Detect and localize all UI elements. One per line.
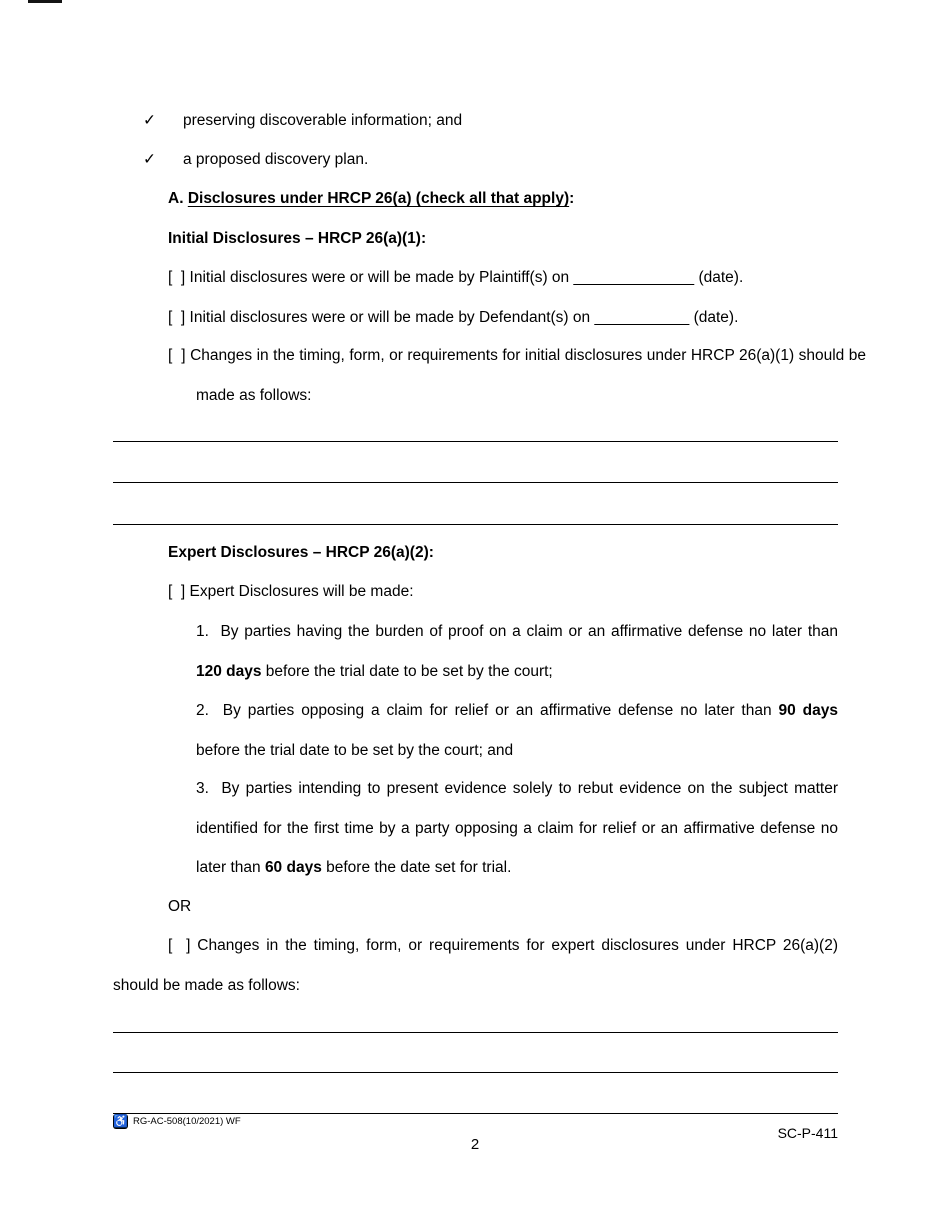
expert-numbered-item-2 (196, 691, 838, 770)
item-text-bold: 90 days (778, 702, 838, 719)
item-text: Initial disclosures were or will be made by Plaintiff(s) on (185, 269, 574, 286)
checklist-item-text: preserving discoverable information; and (183, 112, 463, 129)
item-text-bold: 60 days (264, 859, 322, 876)
checkbox[interactable]: [ ] (168, 269, 186, 286)
checklist-item (143, 140, 368, 180)
expert-disclosures-heading: Expert Disclosures – HRCP 26(a)(2): (168, 544, 434, 561)
section-a-heading (168, 179, 574, 219)
item-text: before the trial date to be set by the court; and (196, 741, 514, 759)
item-text: Changes in the timing, form, or requirements for initial disclosures under HRCP 26(a)(1) should be made as follows: (185, 347, 866, 404)
item-text: before the date set for trial. (321, 859, 512, 876)
item-text: Initial disclosures were or will be made by Defendant(s) on (185, 309, 595, 326)
section-colon: : (569, 190, 575, 207)
date-blank[interactable]: ___________ (594, 309, 690, 326)
checkmark-icon: ✓ (143, 151, 156, 168)
item-text: before the trial date to be set by the court; (261, 662, 553, 680)
expert-numbered-item-1 (196, 612, 838, 691)
page-number: 2 (470, 1136, 480, 1153)
item-text: 1. By parties having the burden of proof on a claim or an affirmative defense no later than (196, 623, 838, 640)
section-title: Disclosures under HRCP 26(a) (check all that apply) (187, 190, 570, 207)
item-text: Changes in the timing, form, or requirements for expert disclosures under HRCP 26(a)(2) should be made as follows: (113, 937, 838, 994)
section-label: A. (168, 190, 184, 207)
initial-disclosures-heading: Initial Disclosures – HRCP 26(a)(1): (168, 230, 427, 247)
checkbox[interactable]: [ ] (168, 347, 186, 364)
checkbox[interactable]: [ ] (168, 937, 191, 954)
initial-item-plaintiff (168, 258, 743, 298)
date-blank[interactable]: ______________ (573, 269, 695, 286)
checkbox[interactable]: [ ] (168, 309, 186, 326)
fill-in-line[interactable] (113, 425, 838, 442)
fill-in-line[interactable] (113, 508, 838, 525)
item-text: 3. By parties intending to present evidence solely to rebut evidence on the subject matter identified for the first time by a party opposing a claim for relief or an affirmative defense no later than (196, 780, 838, 876)
fill-in-line[interactable] (113, 466, 838, 483)
scan-artifact (28, 0, 62, 3)
item-text: (date). (689, 309, 739, 326)
fill-in-line[interactable] (113, 1016, 838, 1033)
form-code: RG-AC-508(10/2021) WF (133, 1116, 241, 1127)
fill-in-line[interactable] (113, 1097, 838, 1114)
checkbox[interactable]: [ ] (168, 583, 186, 600)
footer-form-id (113, 1114, 241, 1129)
expert-numbered-item-3 (196, 769, 838, 888)
initial-item-changes (168, 336, 866, 415)
or-label: OR (168, 898, 192, 915)
document-code: SC-P-411 (777, 1125, 838, 1141)
accessibility-icon: ♿ (113, 1114, 128, 1128)
item-text: Expert Disclosures will be made: (185, 583, 414, 600)
fill-in-line[interactable] (113, 1056, 838, 1073)
checklist-item (143, 101, 462, 141)
expert-item-lead (168, 572, 414, 612)
initial-item-defendant (168, 298, 738, 338)
expert-item-changes (113, 926, 838, 1005)
item-text: 2. By parties opposing a claim for relief or an affirmative defense no later than (196, 702, 779, 719)
checkmark-icon: ✓ (143, 112, 156, 129)
checklist-item-text: a proposed discovery plan. (183, 151, 369, 168)
item-text-bold: 120 days (196, 662, 262, 680)
item-text: (date). (694, 269, 744, 286)
